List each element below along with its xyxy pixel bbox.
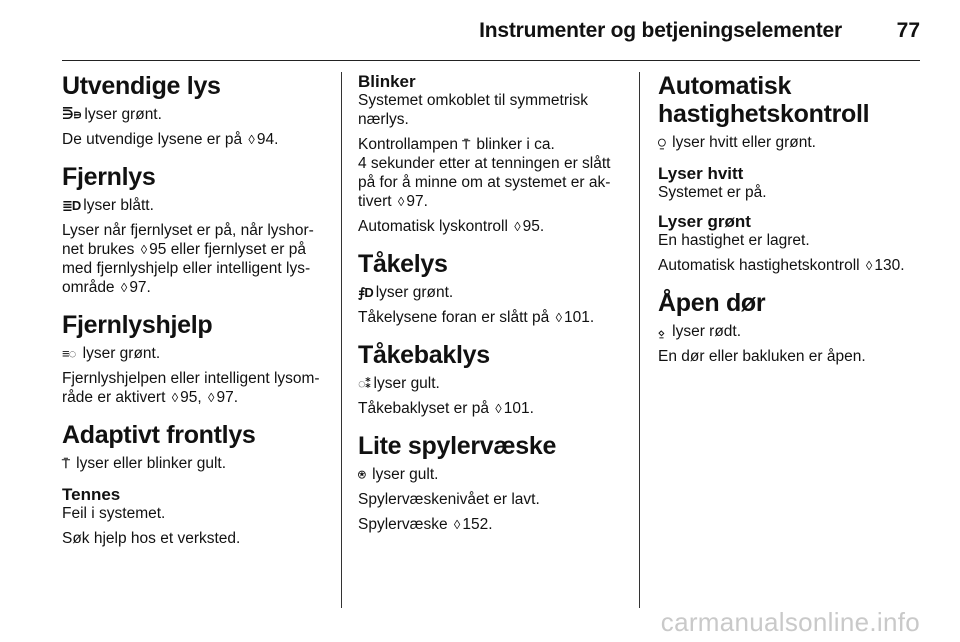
section-title: Lite spylervæske — [358, 432, 557, 460]
text: Systemet omkoblet til symmetrisk — [358, 92, 588, 109]
section-title: Utvendige lys — [62, 72, 221, 100]
reference-arrow-icon: ◊ — [555, 310, 563, 325]
text: 97. — [129, 279, 151, 296]
text: Tåkebaklyset er på — [358, 400, 489, 417]
text: Kontrollampen — [358, 136, 458, 153]
section-high-beam-assist — [62, 311, 330, 407]
paragraph — [658, 133, 926, 152]
text: lyser hvitt eller grønt. — [672, 134, 816, 151]
section-low-washer-fluid — [358, 432, 626, 534]
reference-arrow-icon: ◊ — [171, 390, 179, 405]
column-2 — [358, 72, 626, 548]
text: Lyser når fjernlyset er på, når lyshor- — [62, 222, 314, 239]
subsection — [658, 212, 926, 275]
paragraph — [62, 369, 330, 407]
text: Fjernlyshjelpen eller intelligent lysom- — [62, 370, 320, 387]
paragraph — [358, 399, 626, 418]
paragraph — [658, 256, 926, 275]
paragraph: Systemet er på. — [658, 184, 767, 201]
paragraph — [62, 196, 330, 215]
subsection-title: Lyser grønt — [658, 212, 751, 231]
text: De utvendige lysene er på — [62, 131, 243, 148]
text: Automatisk hastighetskontroll — [658, 257, 860, 274]
reference-arrow-icon: ◊ — [495, 401, 502, 416]
page-header — [0, 0, 960, 62]
washer-fluid-icon: ⍟ — [358, 467, 365, 482]
text: 101. — [503, 400, 534, 417]
text: 97. — [406, 193, 428, 210]
cruise-control-icon: ⍜ — [658, 135, 665, 150]
subsection-title: Blinker — [358, 72, 416, 91]
text: Automatisk — [658, 72, 792, 100]
subsection-title: Lyser hvitt — [658, 164, 744, 183]
reference-arrow-icon: ◊ — [453, 517, 461, 532]
text: 130. — [874, 257, 905, 274]
section-exterior-lights — [62, 72, 330, 149]
section-title: Tåkelys — [358, 250, 448, 278]
section-title: Fjernlys — [62, 163, 156, 191]
paragraph — [358, 374, 626, 393]
paragraph — [62, 130, 330, 149]
subsection-title: Tennes — [62, 485, 121, 504]
subsection — [62, 485, 330, 548]
reference-arrow-icon: ◊ — [865, 258, 873, 273]
reference-arrow-icon: ◊ — [248, 132, 255, 147]
text: blinker i ca. — [476, 136, 555, 153]
paragraph — [358, 308, 626, 327]
reference-arrow-icon: ◊ — [120, 280, 128, 295]
text: 95. — [522, 218, 545, 235]
reference-arrow-icon: ◊ — [140, 242, 148, 257]
text: lyser gult. — [373, 375, 440, 392]
section-fog-lights — [358, 250, 626, 327]
column-divider-2 — [639, 72, 640, 608]
paragraph: En dør eller bakluken er åpen. — [658, 348, 866, 365]
paragraph — [62, 454, 330, 473]
door-open-icon: ⍚ — [658, 324, 665, 339]
section-cruise-control — [658, 72, 926, 275]
text: lyser grønt. — [375, 284, 454, 301]
high-beam-assist-icon: ≡◌ — [62, 346, 76, 361]
section-title: Adaptivt frontlys — [62, 421, 256, 449]
exterior-light-icon: ⋽⋼ — [62, 107, 82, 122]
text: lyser blått. — [83, 197, 154, 214]
paragraph — [358, 135, 626, 211]
text: Tåkelysene foran er slått på — [358, 309, 550, 326]
paragraph — [62, 344, 330, 363]
column-divider-1 — [341, 72, 342, 608]
section-title — [658, 72, 926, 128]
text: 101. — [564, 309, 595, 326]
section-title: Fjernlyshjelp — [62, 311, 213, 339]
adaptive-light-icon: ⍑ — [462, 137, 470, 152]
paragraph — [62, 221, 330, 297]
subsection-blinking — [358, 72, 626, 236]
text: på for å minne om at systemet er ak- — [358, 174, 611, 191]
column-3 — [658, 72, 926, 380]
text: med fjernlyshjelp eller intelligent lys- — [62, 260, 311, 277]
paragraph: Feil i systemet. — [62, 505, 166, 522]
subsection — [658, 164, 926, 202]
header-rule — [62, 60, 920, 61]
paragraph — [358, 217, 626, 236]
column-1 — [62, 72, 330, 562]
header-title: Instrumenter og betjeningselementer — [479, 19, 842, 42]
text: lyser grønt. — [82, 345, 161, 362]
text: råde er aktivert — [62, 389, 166, 406]
text: lyser grønt. — [84, 106, 162, 123]
text: nærlys. — [358, 111, 409, 128]
paragraph — [358, 515, 626, 534]
text: lyser eller blinker gult. — [76, 455, 227, 472]
text: 95 eller fjernlyset er på — [149, 241, 306, 258]
paragraph — [62, 105, 330, 124]
section-rear-fog-light — [358, 341, 626, 418]
paragraph: En hastighet er lagret. — [658, 232, 810, 249]
text: hastighetskontroll — [658, 100, 870, 128]
section-door-open — [658, 289, 926, 366]
reference-arrow-icon: ◊ — [397, 194, 405, 209]
high-beam-icon: ≣D — [62, 198, 81, 213]
text: net brukes — [62, 241, 135, 258]
text: Spylervæske — [358, 516, 448, 533]
text: 95, — [180, 389, 202, 406]
text: 152. — [462, 516, 493, 533]
text: 4 sekunder etter at tenningen er slått — [358, 155, 611, 172]
section-adaptive-front-light — [62, 421, 330, 548]
watermark: carmanualsonline.info — [660, 607, 920, 637]
text: tivert — [358, 193, 392, 210]
adaptive-light-icon: ⍑ — [62, 456, 69, 471]
paragraph — [358, 283, 626, 302]
text: 94. — [256, 131, 279, 148]
page-number: 77 — [896, 19, 920, 42]
text: Automatisk lyskontroll — [358, 218, 508, 235]
reference-arrow-icon: ◊ — [514, 219, 521, 234]
paragraph — [658, 322, 926, 341]
text: område — [62, 279, 115, 296]
section-title: Tåkebaklys — [358, 341, 490, 369]
paragraph — [358, 91, 626, 129]
fog-light-icon: ⨎D — [358, 285, 373, 300]
paragraph: Spylervæskenivået er lavt. — [358, 491, 540, 508]
paragraph — [358, 465, 626, 484]
text: lyser gult. — [372, 466, 439, 483]
reference-arrow-icon: ◊ — [208, 390, 215, 405]
paragraph: Søk hjelp hos et verksted. — [62, 530, 241, 547]
section-title: Åpen dør — [658, 289, 766, 317]
section-high-beam — [62, 163, 330, 297]
text: 97. — [216, 389, 239, 406]
rear-fog-light-icon: ◌⁑ — [358, 376, 371, 391]
text: lyser rødt. — [672, 323, 742, 340]
